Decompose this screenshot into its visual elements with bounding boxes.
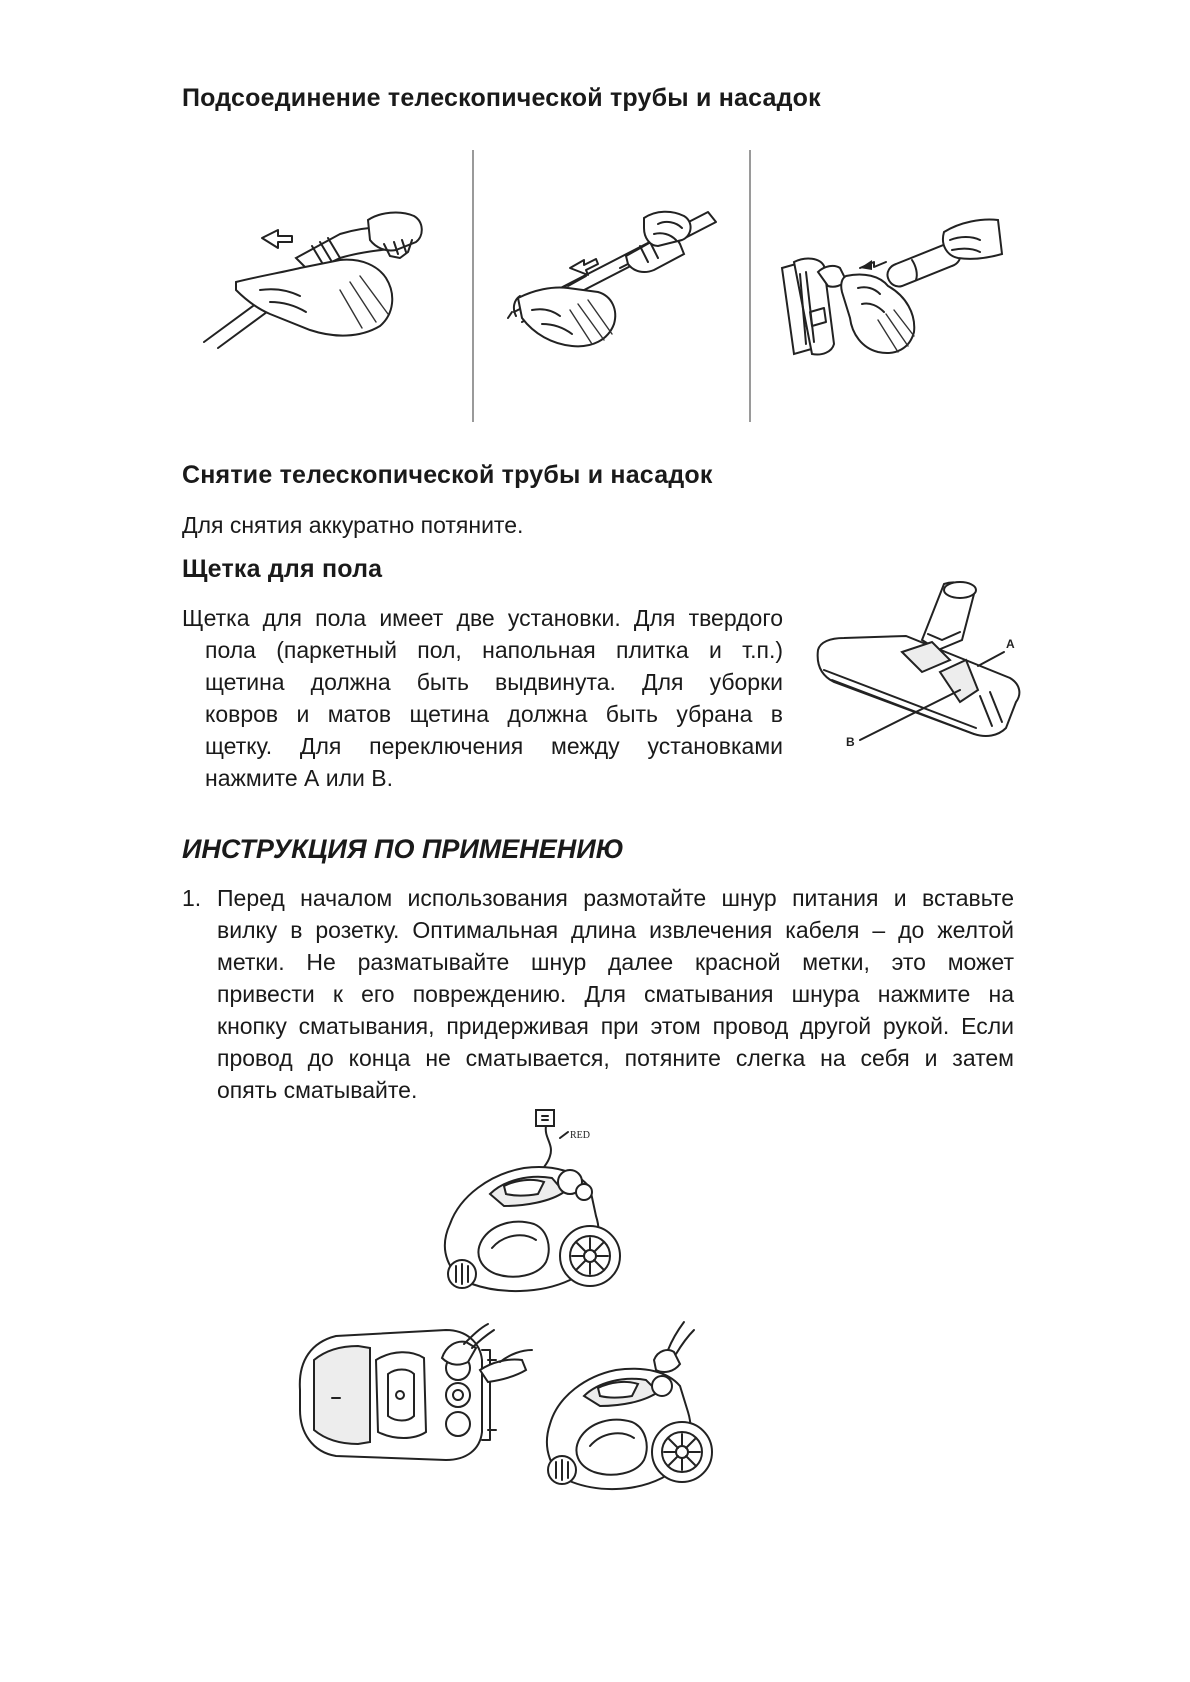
brush-line-1: Щетка для пола имеет две установки. Для твердого [182, 605, 783, 631]
hand-inserting-tube-icon [200, 210, 440, 350]
hand-attaching-nozzle-icon [776, 214, 1016, 374]
instruction-line-1: Перед началом использования размотайте шнур питания и вставьте [217, 885, 1014, 911]
vacuum-cleaner-top-view-icon [296, 1320, 536, 1470]
brush-line-6: нажмите А или В. [205, 765, 393, 791]
brush-line-2: пола (паркетный пол, напольная плитка и т.п.) [205, 637, 783, 663]
brush-line-5: щетку. Для переключения между установками [205, 733, 783, 759]
section-title-instructions: ИНСТРУКЦИЯ ПО ПРИМЕНЕНИЮ [182, 834, 624, 864]
section-title-brush: Щетка для пола [182, 555, 383, 583]
divider-left [472, 150, 474, 422]
brush-label-b: B [846, 735, 855, 749]
brush-label-a: A [1006, 637, 1015, 651]
vacuum-cleaner-cord-icon [420, 1108, 640, 1318]
floor-brush-icon [810, 580, 1030, 760]
cord-label-red: RED [570, 1130, 590, 1141]
brush-line-4: ковров и матов щетина должна быть убрана в [205, 701, 783, 727]
hand-adjusting-telescopic-tube-icon [508, 200, 728, 360]
instruction-line-5: кнопку сматывания, придерживая при этом провод другой рукой. Если [217, 1013, 1014, 1039]
brush-line-3: щетина должна быть выдвинута. Для уборки [205, 669, 783, 695]
section-title-attach: Подсоединение телескопической трубы и насадок [182, 84, 821, 112]
vacuum-cleaner-rewind-button-icon [534, 1320, 734, 1500]
instruction-line-3: метки. Не разматывайте шнур далее красной метки, это может [217, 949, 1014, 975]
instruction-line-2: вилку в розетку. Оптимальная длина извлечения кабеля – до желтой [217, 917, 1014, 943]
instruction-line-7: опять сматывайте. [217, 1077, 418, 1103]
divider-right [749, 150, 751, 422]
instruction-item-number: 1. [182, 885, 202, 911]
instruction-line-4: привести к его повреждению. Для сматывания шнура нажмите на [217, 981, 1014, 1007]
instruction-line-6: провод до конца не сматывается, потяните слегка на себя и затем [217, 1045, 1014, 1071]
section-title-remove: Снятие телескопической трубы и насадок [182, 461, 713, 489]
remove-instruction-text: Для снятия аккуратно потяните. [182, 512, 524, 538]
